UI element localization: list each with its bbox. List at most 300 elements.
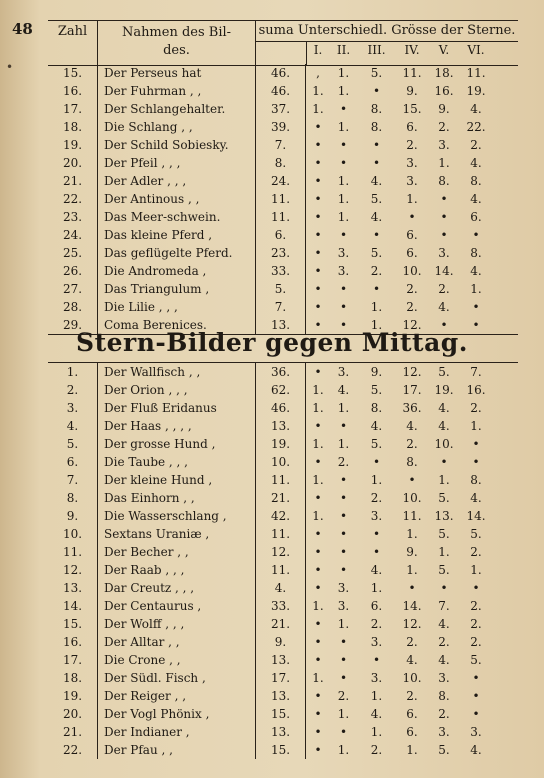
magnitude-1-count: •	[314, 491, 322, 505]
magnitude-6-count: 2.	[470, 635, 482, 649]
header-size-6: VI.	[467, 43, 485, 57]
magnitude-1-count: 1.	[312, 383, 324, 397]
star-total: 11.	[256, 561, 306, 579]
header-sum-column	[256, 41, 307, 65]
magnitude-3-count: •	[372, 156, 381, 170]
magnitude-1-count: •	[314, 318, 322, 332]
star-total: 13.	[256, 723, 306, 741]
star-total: 7.	[256, 298, 306, 316]
magnitude-4-count: 9.	[406, 84, 418, 98]
magnitude-1-count: •	[314, 527, 322, 541]
star-total: 24.	[256, 172, 306, 190]
magnitude-5-count: 13.	[434, 509, 454, 523]
magnitude-6-count: 2.	[470, 617, 482, 631]
row-number: 26.	[48, 262, 98, 280]
star-total: 6.	[256, 226, 306, 244]
magnitude-4-count: 2.	[406, 437, 418, 451]
magnitude-5-count: 4.	[438, 419, 450, 433]
magnitude-4-count: 11.	[402, 509, 422, 523]
magnitude-5-count: 5.	[438, 365, 450, 379]
magnitude-1-count: •	[314, 689, 322, 703]
magnitude-4-count: 3.	[406, 156, 418, 170]
constellation-name: Die Andromeda ,	[98, 262, 256, 280]
constellation-name: Die Schlang , ,	[98, 118, 256, 136]
magnitude-6-count: 1.	[470, 419, 482, 433]
magnitude-2-count: •	[339, 527, 348, 541]
magnitude-1-count: 1.	[312, 437, 324, 451]
constellation-name: Der Adler , , ,	[98, 172, 256, 190]
magnitude-2-count: 3.	[337, 365, 350, 379]
row-number: 18.	[48, 669, 98, 687]
magnitude-3-count: •	[372, 84, 381, 98]
magnitude-1-count: •	[314, 210, 322, 224]
magnitude-3-count: 8.	[370, 102, 383, 116]
magnitude-5-count: 16.	[434, 84, 454, 98]
magnitude-2-count: 3.	[337, 246, 350, 260]
magnitude-5-count: 9.	[438, 102, 450, 116]
magnitude-4-count: 14.	[402, 599, 422, 613]
magnitude-4-count: 1.	[406, 527, 418, 541]
magnitude-2-count: 1.	[337, 707, 350, 721]
magnitude-4-count: 2.	[406, 689, 418, 703]
row-number: 3.	[48, 399, 98, 417]
magnitude-2-count: 3.	[337, 599, 350, 613]
magnitude-5-count: 1.	[438, 473, 450, 487]
row-number: 20.	[48, 154, 98, 172]
magnitude-3-count: 4.	[370, 210, 383, 224]
magnitude-2-count: •	[339, 725, 348, 739]
star-total: 33.	[256, 262, 306, 280]
constellation-name: Der Becher , ,	[98, 543, 256, 561]
magnitude-4-count: 11.	[402, 66, 422, 80]
magnitude-2-count: 1.	[337, 66, 350, 80]
constellation-name: Der Fluß Eridanus	[98, 399, 256, 417]
magnitude-4-count: 12.	[402, 617, 422, 631]
header-sizes	[306, 43, 518, 57]
magnitude-6-count: •	[472, 455, 480, 469]
magnitude-2-count: 2.	[337, 689, 350, 703]
magnitude-6-count: 3.	[470, 725, 482, 739]
constellation-name: Der Vogl Phönix ,	[98, 705, 256, 723]
constellation-name: Der Schild Sobiesky.	[98, 136, 256, 154]
header-size-5: V.	[438, 43, 450, 57]
magnitude-2-count: •	[339, 419, 348, 433]
magnitude-5-count: 7.	[438, 599, 450, 613]
row-number: 7.	[48, 471, 98, 489]
magnitude-4-count: 10.	[402, 671, 422, 685]
magnitude-1-count: •	[314, 174, 322, 188]
row-number: 27.	[48, 280, 98, 298]
magnitude-2-count: 1.	[337, 174, 350, 188]
header-size-1: I.	[313, 43, 323, 57]
row-number: 10.	[48, 525, 98, 543]
margin-mark: •	[6, 60, 14, 74]
magnitude-1-count: 1.	[312, 84, 324, 98]
magnitude-4-count: 17.	[402, 383, 422, 397]
magnitude-3-count: •	[372, 138, 381, 152]
header-name-line1: Nahmen des Bil-	[121, 25, 232, 40]
magnitude-2-count: 1.	[337, 192, 350, 206]
magnitude-6-count: 11.	[466, 66, 486, 80]
constellation-name: Der Pfau , ,	[98, 741, 256, 759]
magnitude-6-count: 5.	[470, 653, 482, 667]
star-total: 39.	[256, 118, 306, 136]
star-total: 21.	[256, 615, 306, 633]
magnitude-6-count: 7.	[470, 365, 482, 379]
row-number: 22.	[48, 190, 98, 208]
magnitude-3-count: 2.	[370, 743, 383, 757]
magnitude-3-count: •	[372, 527, 381, 541]
star-total: 62.	[256, 381, 306, 399]
magnitude-3-count: 2.	[370, 617, 383, 631]
magnitude-3-count: 4.	[370, 419, 383, 433]
magnitude-3-count: 1.	[370, 581, 383, 595]
southern-constellations-table	[48, 362, 518, 759]
magnitude-4-count: 10.	[402, 491, 422, 505]
row-number: 1.	[48, 363, 98, 381]
constellation-name: Der Centaurus ,	[98, 597, 256, 615]
magnitude-3-count: 1.	[370, 689, 383, 703]
magnitude-3-count: 3.	[370, 671, 383, 685]
magnitude-3-count: •	[372, 282, 381, 296]
row-number: 29.	[48, 316, 98, 334]
magnitude-3-count: 2.	[370, 264, 383, 278]
constellation-name: Der Reiger , ,	[98, 687, 256, 705]
magnitude-6-count: •	[472, 581, 480, 595]
magnitude-5-count: •	[440, 228, 448, 242]
magnitude-5-count: 2.	[438, 282, 450, 296]
row-number: 17.	[48, 651, 98, 669]
constellation-name: Die Taube , , ,	[98, 453, 256, 471]
magnitude-2-count: •	[339, 653, 348, 667]
magnitude-6-count: •	[472, 689, 480, 703]
star-total: 9.	[256, 633, 306, 651]
magnitude-5-count: 3.	[438, 138, 450, 152]
magnitude-1-count: •	[314, 725, 322, 739]
row-number: 15.	[48, 64, 98, 82]
magnitude-6-count: •	[472, 228, 480, 242]
star-total: 15.	[256, 705, 306, 723]
magnitude-4-count: 6.	[406, 120, 418, 134]
star-total: 11.	[256, 471, 306, 489]
magnitude-3-count: 5.	[370, 192, 383, 206]
section-title: Stern-Bilder gegen Mittag.	[76, 328, 468, 357]
magnitude-2-count: •	[339, 545, 348, 559]
constellation-name: Der Alltar , ,	[98, 633, 256, 651]
magnitude-6-count: •	[472, 300, 480, 314]
table-header	[48, 20, 518, 66]
magnitude-2-count: 1.	[337, 210, 350, 224]
magnitude-2-count: •	[339, 102, 348, 116]
magnitude-3-count: 1.	[370, 725, 383, 739]
magnitude-3-count: 3.	[370, 635, 383, 649]
magnitude-2-count: •	[339, 509, 348, 523]
magnitude-1-count: •	[314, 563, 322, 577]
magnitude-1-count: •	[314, 545, 322, 559]
magnitude-2-count: •	[339, 671, 348, 685]
magnitude-6-count: •	[472, 318, 480, 332]
constellation-name: Der Raab , , ,	[98, 561, 256, 579]
constellation-name: Der Orion , , ,	[98, 381, 256, 399]
constellation-name: Der Perseus hat	[98, 64, 256, 82]
magnitude-1-count: •	[314, 228, 322, 242]
magnitude-1-count: •	[314, 192, 322, 206]
row-number: 8.	[48, 489, 98, 507]
magnitude-5-count: 10.	[434, 437, 454, 451]
magnitude-4-count: 6.	[406, 725, 418, 739]
magnitude-3-count: 5.	[370, 383, 383, 397]
magnitude-1-count: •	[314, 455, 322, 469]
star-total: 37.	[256, 100, 306, 118]
row-number: 5.	[48, 435, 98, 453]
constellation-name: Der Pfeil , , ,	[98, 154, 256, 172]
magnitude-4-count: 1.	[406, 192, 418, 206]
magnitude-5-count: 4.	[438, 300, 450, 314]
magnitude-2-count: •	[339, 473, 348, 487]
row-number: 21.	[48, 723, 98, 741]
magnitude-1-count: •	[314, 138, 322, 152]
constellation-name: Der Südl. Fisch ,	[98, 669, 256, 687]
magnitude-6-count: •	[472, 707, 480, 721]
magnitude-1-count: •	[314, 120, 322, 134]
star-total: 11.	[256, 525, 306, 543]
star-total: 46.	[256, 82, 306, 100]
magnitude-3-count: 1.	[370, 318, 383, 332]
magnitude-2-count: 1.	[337, 743, 350, 757]
header-size-3: III.	[367, 43, 386, 57]
magnitude-5-count: 4.	[438, 401, 450, 415]
magnitude-3-count: •	[372, 228, 381, 242]
magnitude-6-count: 8.	[470, 174, 482, 188]
header-name	[98, 21, 256, 65]
row-number: 13.	[48, 579, 98, 597]
star-total: 13.	[256, 651, 306, 669]
magnitude-6-count: 19.	[466, 84, 486, 98]
constellation-name: Die Crone , ,	[98, 651, 256, 669]
magnitude-2-count: 1.	[337, 437, 350, 451]
magnitude-6-count: 6.	[470, 210, 482, 224]
magnitude-1-count: 1.	[312, 671, 324, 685]
star-total: 46.	[256, 399, 306, 417]
magnitude-5-count: 14.	[434, 264, 454, 278]
magnitude-4-count: 1.	[406, 563, 418, 577]
magnitude-5-count: •	[440, 210, 448, 224]
header-name-line2: des.	[163, 43, 190, 58]
star-total: 33.	[256, 597, 306, 615]
magnitude-6-count: 14.	[466, 509, 486, 523]
magnitude-4-count: 12.	[402, 365, 422, 379]
magnitude-5-count: 5.	[438, 743, 450, 757]
magnitude-5-count: 3.	[438, 671, 450, 685]
magnitude-1-count: •	[314, 707, 322, 721]
magnitude-4-count: 10.	[402, 264, 422, 278]
magnitude-6-count: 4.	[470, 192, 482, 206]
magnitude-6-count: •	[472, 437, 480, 451]
magnitude-2-count: 3.	[337, 581, 350, 595]
star-total: 7.	[256, 136, 306, 154]
magnitude-5-count: 2.	[438, 707, 450, 721]
magnitude-4-count: 2.	[406, 282, 418, 296]
row-number: 12.	[48, 561, 98, 579]
magnitude-1-count: •	[314, 635, 322, 649]
constellation-name: Der Indianer ,	[98, 723, 256, 741]
magnitude-5-count: 4.	[438, 617, 450, 631]
constellation-name: Das Meer-schwein.	[98, 208, 256, 226]
row-number: 21.	[48, 172, 98, 190]
magnitude-3-count: 6.	[370, 599, 383, 613]
row-number: 16.	[48, 633, 98, 651]
magnitude-1-count: •	[314, 282, 322, 296]
constellation-name: Der Haas , , , ,	[98, 417, 256, 435]
magnitude-2-count: 1.	[337, 120, 350, 134]
magnitude-1-count: 1.	[312, 599, 324, 613]
row-number: 18.	[48, 118, 98, 136]
star-total: 10.	[256, 453, 306, 471]
constellation-name: Sextans Uraniæ ,	[98, 525, 256, 543]
magnitude-2-count: 2.	[337, 455, 350, 469]
magnitude-5-count: 5.	[438, 563, 450, 577]
star-total: 42.	[256, 507, 306, 525]
constellation-name: Das Triangulum ,	[98, 280, 256, 298]
constellation-name: Die Lilie , , ,	[98, 298, 256, 316]
magnitude-6-count: 2.	[470, 599, 482, 613]
constellation-name: Das geflügelte Pferd.	[98, 244, 256, 262]
magnitude-6-count: 4.	[470, 102, 482, 116]
header-size-2: II.	[336, 43, 351, 57]
magnitude-1-count: •	[314, 581, 322, 595]
row-number: 4.	[48, 417, 98, 435]
magnitude-2-count: •	[339, 282, 348, 296]
constellation-name: Das Einhorn , ,	[98, 489, 256, 507]
magnitude-4-count: 4.	[406, 419, 418, 433]
magnitude-6-count: 1.	[470, 282, 482, 296]
magnitude-6-count: 5.	[470, 527, 482, 541]
magnitude-3-count: •	[372, 455, 381, 469]
magnitude-1-count: •	[314, 653, 322, 667]
magnitude-3-count: 1.	[370, 300, 383, 314]
row-number: 20.	[48, 705, 98, 723]
row-number: 19.	[48, 687, 98, 705]
magnitude-4-count: 9.	[406, 545, 418, 559]
magnitude-5-count: 2.	[438, 120, 450, 134]
magnitude-2-count: •	[339, 635, 348, 649]
constellation-name: Dar Creutz , , ,	[98, 579, 256, 597]
star-total: 8.	[256, 154, 306, 172]
constellation-name: Der Wolff , , ,	[98, 615, 256, 633]
magnitude-4-count: 2.	[406, 635, 418, 649]
magnitude-4-count: 6.	[406, 707, 418, 721]
magnitude-4-count: 4.	[406, 653, 418, 667]
magnitude-1-count: •	[314, 264, 322, 278]
magnitude-3-count: 5.	[370, 246, 383, 260]
row-number: 17.	[48, 100, 98, 118]
magnitude-5-count: 19.	[434, 383, 454, 397]
star-total: 12.	[256, 543, 306, 561]
magnitude-3-count: 5.	[370, 66, 383, 80]
magnitude-6-count: 1.	[470, 563, 482, 577]
magnitude-1-count: •	[314, 246, 322, 260]
magnitude-3-count: 3.	[370, 509, 383, 523]
row-number: 16.	[48, 82, 98, 100]
magnitude-4-count: 2.	[406, 138, 418, 152]
row-number: 6.	[48, 453, 98, 471]
magnitude-5-count: •	[440, 581, 448, 595]
magnitude-3-count: •	[372, 545, 381, 559]
magnitude-5-count: 5.	[438, 527, 450, 541]
magnitude-1-count: 1.	[312, 401, 324, 415]
magnitude-1-count: •	[314, 156, 322, 170]
magnitude-3-count: 9.	[370, 365, 383, 379]
magnitude-6-count: 4.	[470, 264, 482, 278]
magnitude-1-count: 1.	[312, 509, 324, 523]
star-total: 36.	[256, 363, 306, 381]
star-total: 5.	[256, 280, 306, 298]
magnitude-6-count: 4.	[470, 491, 482, 505]
star-total: 13.	[256, 316, 306, 334]
row-number: 24.	[48, 226, 98, 244]
magnitude-6-count: 22.	[466, 120, 486, 134]
row-number: 25.	[48, 244, 98, 262]
magnitude-1-count: 1.	[312, 473, 324, 487]
magnitude-3-count: 2.	[370, 491, 383, 505]
star-total: 21.	[256, 489, 306, 507]
header-size-4: IV.	[404, 43, 420, 57]
row-number: 19.	[48, 136, 98, 154]
star-total: 4.	[256, 579, 306, 597]
magnitude-5-count: 8.	[438, 174, 450, 188]
magnitude-5-count: 3.	[438, 246, 450, 260]
magnitude-6-count: 2.	[470, 545, 482, 559]
row-number: 14.	[48, 597, 98, 615]
header-summa: suma Unterschiedl. Grösse der Sterne.	[258, 23, 516, 38]
magnitude-4-count: 36.	[402, 401, 422, 415]
magnitude-4-count: 2.	[406, 300, 418, 314]
row-number: 11.	[48, 543, 98, 561]
magnitude-6-count: 4.	[470, 156, 482, 170]
magnitude-3-count: 4.	[370, 174, 383, 188]
magnitude-2-count: •	[339, 300, 348, 314]
magnitude-1-count: •	[314, 419, 322, 433]
constellation-name: Der Fuhrman , ,	[98, 82, 256, 100]
star-total: 46.	[256, 64, 306, 82]
magnitude-5-count: 4.	[438, 653, 450, 667]
magnitude-2-count: •	[339, 228, 348, 242]
magnitude-4-count: 6.	[406, 246, 418, 260]
magnitude-4-count: 1.	[406, 743, 418, 757]
magnitude-1-count: •	[314, 617, 322, 631]
magnitude-5-count: •	[440, 455, 448, 469]
row-number: 28.	[48, 298, 98, 316]
magnitude-1-count: •	[314, 743, 322, 757]
magnitude-1-count: •	[314, 300, 322, 314]
star-total: 13.	[256, 687, 306, 705]
star-total: 11.	[256, 208, 306, 226]
magnitude-2-count: •	[339, 563, 348, 577]
magnitude-3-count: 4.	[370, 563, 383, 577]
row-number: 23.	[48, 208, 98, 226]
magnitude-5-count: 8.	[438, 689, 450, 703]
magnitude-1-count: •	[314, 365, 322, 379]
magnitude-1-count: 1.	[312, 102, 324, 116]
row-number: 22.	[48, 741, 98, 759]
star-total: 11.	[256, 190, 306, 208]
constellation-name: Coma Berenices.	[98, 316, 256, 334]
magnitude-2-count: 1.	[337, 84, 350, 98]
star-total: 13.	[256, 417, 306, 435]
constellation-name: Der Schlangehalter.	[98, 100, 256, 118]
magnitude-4-count: 12.	[402, 318, 422, 332]
magnitude-4-count: 8.	[406, 455, 418, 469]
